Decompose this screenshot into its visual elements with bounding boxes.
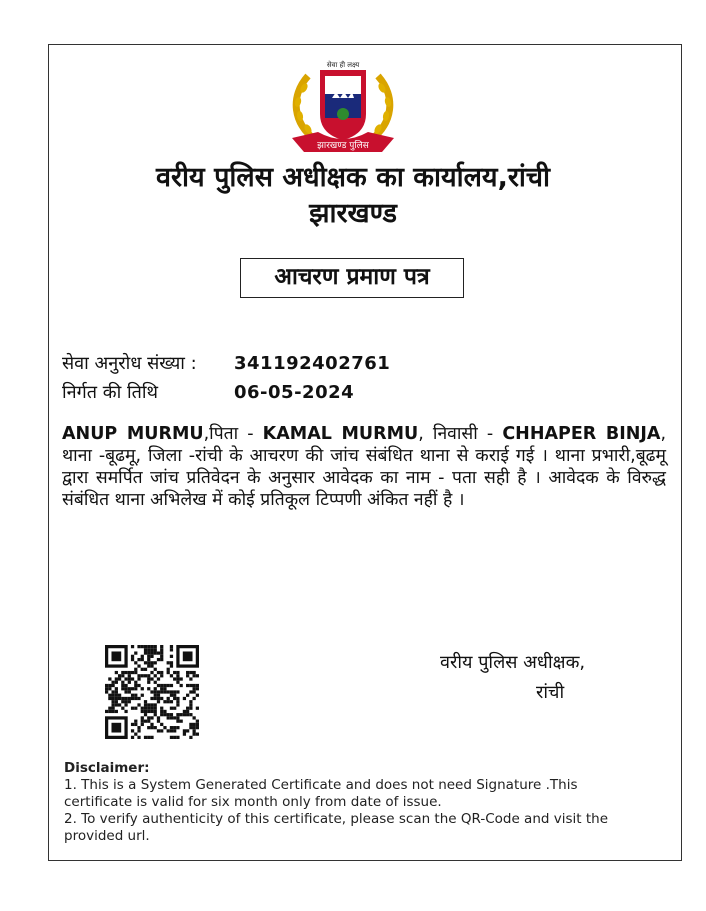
applicant-name: ANUP MURMU [62, 424, 204, 444]
issue-date-label: निर्गत की तिथि [62, 382, 159, 403]
emblem-banner: झारखण्ड पुलिस [317, 141, 369, 151]
issue-date-value: 06-05-2024 [234, 382, 355, 403]
certificate-statement: , थाना -बूढमू, जिला -रांची के आचरण की जांच संबंधित थाना से कराई गई । थाना प्रभारी,बूढमू द्वारा समर्पित जांच प्रतिवेदन के अनुसार आवेदक का नाम - पता सही है । आवेदक के विरुद्ध संबंधित थाना अभिलेख में कोई प्रतिकूल टिप्पणी अंकित नहीं है । [62, 424, 667, 510]
disclaimer-item-2: 2. To verify authenticity of this certificate, please scan the QR-Code and visit the provided url. [64, 811, 609, 844]
signatory [440, 648, 660, 708]
emblem-motto: सेवा ही लक्ष्य [326, 61, 360, 69]
father-name: KAMAL MURMU [262, 424, 419, 444]
signatory-location: रांची [536, 682, 565, 703]
qr-code[interactable] [105, 645, 199, 739]
signatory-title: वरीय पुलिस अधीक्षक, [440, 652, 586, 673]
request-number-label: सेवा अनुरोध संख्या : [62, 353, 197, 374]
disclaimer [64, 760, 644, 845]
request-number-row [62, 352, 390, 376]
resident-label: , निवासी - [418, 424, 503, 444]
office-title-line1: वरीय पुलिस अधीक्षक का कार्यालय,रांची [155, 162, 551, 193]
disclaimer-heading: Disclaimer: [64, 760, 150, 776]
certificate-body [62, 423, 666, 511]
certificate-title: आचरण प्रमाण पत्र [240, 258, 464, 298]
father-label: ,पिता - [203, 424, 263, 444]
disclaimer-item-1: 1. This is a System Generated Certificate and does not need Signature .This certificate is valid for six month only from date of issue. [64, 777, 578, 810]
request-number-value: 341192402761 [234, 353, 391, 374]
office-title [60, 160, 646, 232]
applicant-address: CHHAPER BINJA [502, 424, 661, 444]
issue-date-row [62, 381, 354, 405]
office-title-line2: झारखण्ड [309, 198, 397, 229]
jharkhand-police-emblem [278, 56, 408, 164]
